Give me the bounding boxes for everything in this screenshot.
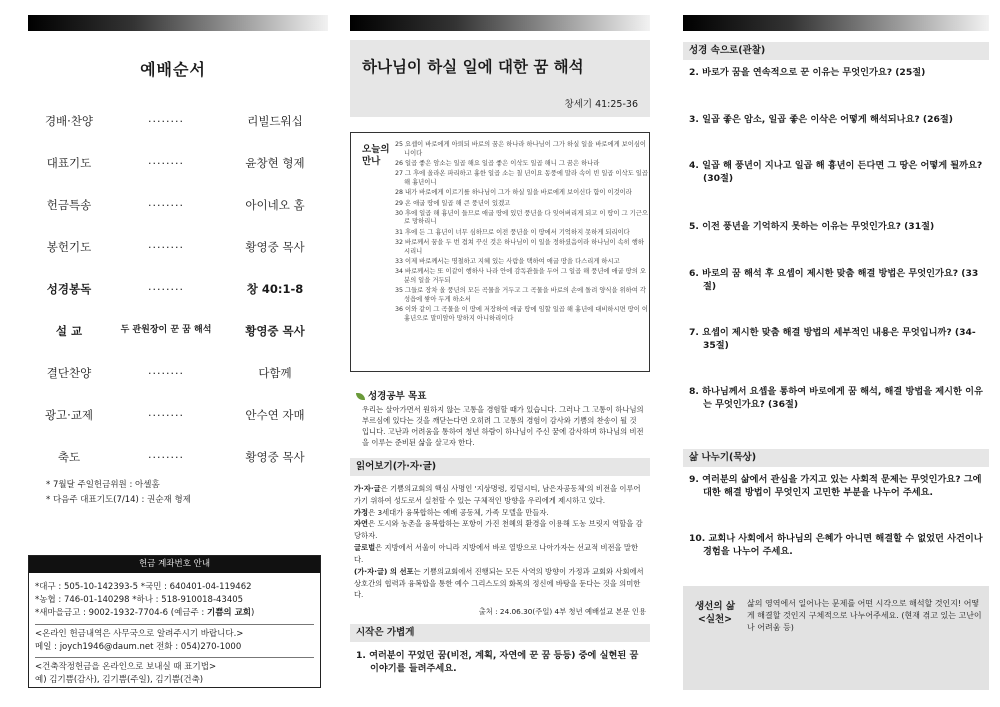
divider (35, 657, 314, 658)
header-gradient-bar (683, 15, 989, 31)
header-gradient-bar (28, 15, 328, 31)
reading-text: 은 지방에서 서울이 아니라 지방에서 바로 열방으로 나아가자는 선교적 비전을 말한다. (354, 543, 639, 564)
question-6: 6. 바로의 꿈 해석 후 요셉이 제시한 맞춤 해결 방법은 무엇인가요? (33절) (689, 268, 979, 293)
reading-term: 가·자·글 (354, 484, 381, 493)
worship-order-row (28, 352, 328, 394)
start-section-bar: 시작은 가볍게 (350, 624, 650, 642)
worship-order-row (28, 226, 328, 268)
order-person: 아이네오 홈 (245, 198, 305, 212)
building-offering-title: <건축작정헌금을 온라인으로 보내실 때 표기법> (35, 661, 217, 672)
start-question: 1. 여러분이 꾸었던 꿈(비전, 계획, 자연에 꾼 꿈 등등) 중에 실현된 꿈 이야기를 들려주세요. (356, 650, 639, 674)
scripture-verse: 33 이제 바로께서는 명철하고 지혜 있는 사람을 택하여 애굽 땅을 다스리게 하시고 (395, 258, 620, 265)
scripture-verse: 25 요셉이 바로에게 아뢰되 바로의 꿈은 하나라 하나님이 그가 하실 일을 바로에게 보이심이니이다 (395, 141, 647, 157)
scripture-verse: 36 이와 같이 그 곡물을 이 땅에 저장하여 애굽 땅에 임할 일곱 해 흉년에 대비하시면 땅이 이 흉년으로 말미암아 망하지 아니하리이다 (395, 306, 648, 322)
reading-text: 은 3세대가 융복합하는 예배 공동체, 가족 모델을 만들자. (368, 507, 549, 517)
bank-info-body (29, 573, 320, 687)
life-label-line-2: <실천> (697, 614, 733, 626)
life-practice-label (695, 600, 735, 627)
observe-section-bar: 성경 속으로(관찰) (683, 42, 989, 60)
reading-text: 은 도시와 농촌을 융복합하는 포항이 가진 천혜의 환경을 이용해 도농 브릿지 역할을 감당하자. (354, 519, 643, 541)
scripture-verses (395, 141, 649, 325)
scripture-box (350, 132, 650, 372)
sermon-title-box (350, 40, 650, 117)
question-10: 10. 교회나 사회에서 하나님의 은혜가 아니면 해결할 수 없었던 사건이나 경험을 나누어 주세요. (689, 533, 983, 558)
sermon-column (350, 0, 650, 707)
reading-text: 은 기쁨의교회의 핵심 사명인 '지상명령, 킹덤시티, 남은자공동체'의 비전을 이루어 가기 위하여 성도로서 실천할 수 있는 구체적인 방향을 우리에게 제시하고 있다. (354, 484, 641, 505)
order-person: 황영중 목사 (245, 450, 305, 464)
reading-term: 자연 (354, 519, 369, 529)
scripture-verse: 27 그 후에 올라온 파리하고 흉한 일곱 소는 칠 년이요 동풍에 말라 속이 빈 일곱 이삭도 일곱 해 흉년이니 (395, 170, 648, 186)
order-dots: ········ (148, 156, 184, 170)
worship-notes (46, 478, 191, 509)
reading-paragraph (354, 542, 646, 566)
order-item: 성경봉독 (46, 282, 92, 296)
question-4: 4. 일곱 해 풍년이 지나고 일곱 해 흉년이 든다면 그 땅은 어떻게 될까요? (30절) (689, 160, 983, 185)
question-9: 9. 여러분의 삶에서 관심을 가지고 있는 사회적 문제는 무엇인가요? 그에 대한 해결 방법이 무엇인지 고민한 부분을 나누어 주세요. (689, 474, 982, 499)
scripture-verse: 26 일곱 좋은 암소는 일곱 해요 일곱 좋은 이삭도 일곱 해니 그 꿈은 하나라 (395, 159, 600, 167)
order-person: 창 40:1-8 (246, 282, 304, 296)
building-offering-example: 예) 김기쁨(감사), 김기쁨(주일), 김기쁨(건축) (35, 675, 204, 686)
bank-line-1: *대구 : 505-10-142393-5 *국민 : 640401-04-119462 (35, 582, 252, 592)
reading-paragraph (354, 507, 646, 519)
bank-info-box (28, 555, 321, 688)
worship-order-list (28, 100, 328, 478)
reading-content (354, 483, 646, 618)
leaf-icon (356, 393, 365, 400)
question-8: 8. 하나님께서 요셉을 통하여 바로에게 꿈 해석, 해결 방법을 제시한 이유는 무엇인가요? (36절) (689, 386, 983, 411)
study-column (683, 0, 989, 707)
order-dots: ········ (148, 114, 184, 128)
worship-order-row (28, 184, 328, 226)
bank-info-header: 헌금 계좌번호 안내 (29, 556, 320, 573)
order-person: 리빌드워십 (247, 114, 303, 128)
bank-owner: 기쁨의 교회 (207, 608, 252, 619)
header-gradient-bar (350, 15, 650, 31)
worship-order-row (28, 436, 328, 478)
question-2: 2. 바로가 꿈을 연속적으로 꾼 이유는 무엇인가요? (25절) (689, 67, 926, 78)
worship-order-row (28, 100, 328, 142)
order-item: 결단찬양 (46, 366, 92, 380)
worship-order-row (28, 394, 328, 436)
order-item: 경배·찬양 (44, 114, 94, 128)
order-item: 봉헌기도 (46, 240, 92, 254)
study-goal-text: 우리는 살아가면서 원하지 않는 고통을 경험할 때가 있습니다. 그러나 그 고통이 하나님의 부르심에 있다는 것을 깨닫는다면 오히려 그 고통의 경험이 감사와 기쁨의 찬송이 될 것 입니다. 고난과 어려움을 통하여 청년 하람이 하나님이 주신 꿈에 감사하며 하나님의 비전을 이루는 준비된 삶을 살고자 한다. (362, 405, 644, 447)
study-goal-title: 성경공부 목표 (368, 391, 427, 402)
note-offering: * 7월달 주일헌금위원 : 아셀홈 (46, 480, 160, 490)
reading-term: 글로벌 (354, 543, 376, 553)
scripture-label: 오늘의 만나 (362, 144, 390, 168)
order-dots: ········ (148, 408, 184, 422)
order-dots: ········ (148, 240, 184, 254)
scripture-verse: 34 바로께서는 또 이같이 행하사 나라 안에 감독관들을 두어 그 일곱 해 풍년에 애굽 땅의 오분의 일을 거두되 (395, 268, 646, 284)
bank-line-3 (35, 607, 314, 620)
order-person: 안수연 자매 (245, 408, 305, 422)
question-5: 5. 이전 풍년을 기억하지 못하는 이유는 무엇인가요? (31절) (689, 221, 935, 232)
order-person: 다함께 (258, 366, 292, 380)
worship-order-row (28, 142, 328, 184)
reading-source: 출처 : 24.06.30(주일) 4부 청년 예배설교 본문 인용 (478, 607, 646, 617)
study-goal-heading (356, 388, 426, 402)
question-3: 3. 일곱 좋은 암소, 일곱 좋은 이삭은 어떻게 해석되나요? (26절) (689, 114, 953, 125)
order-person: 윤창현 형제 (245, 156, 305, 170)
reading-term: 가정 (354, 507, 369, 517)
order-item: 대표기도 (46, 156, 92, 170)
question-7: 7. 요셉이 제시한 맞춤 해결 방법의 세부적인 내용은 무엇입니까? (34-35절) (689, 327, 976, 352)
worship-order-row (28, 268, 328, 310)
order-item: 설 교 (55, 324, 83, 338)
reading-paragraph (354, 566, 646, 601)
order-person: 황영중 목사 (245, 324, 305, 338)
online-offering-contact: 메일 : joych1946@daum.net 전화 : 054)270-1000 (35, 641, 242, 652)
online-offering-title: <온라인 헌금내역은 사무국으로 알려주시기 바랍니다.> (35, 628, 244, 639)
reading-text: 는 기쁨의교회에서 진행되는 모든 사역의 방향이 가정과 교회와 사회에서 상호간의 협력과 융복합을 통한 예수 그리스도의 화목의 정신에 바탕을 둔다는 것을 의미한다. (354, 566, 644, 600)
reading-paragraph (354, 483, 646, 507)
order-item: 축도 (57, 450, 81, 464)
divider (35, 624, 314, 625)
sermon-reference: 창세기 41:25-36 (564, 99, 638, 110)
reading-section-bar: 읽어보기(가·자·글) (350, 458, 650, 476)
sermon-title: 하나님이 하실 일에 대한 꿈 해석 (362, 58, 584, 76)
order-person: 황영중 목사 (245, 240, 305, 254)
order-dots: ········ (148, 282, 184, 296)
bank-line-3-suffix: ) (251, 608, 255, 619)
order-dots: ········ (148, 198, 184, 212)
note-prayer: * 다음주 대표기도(7/14) : 권순재 형제 (46, 495, 191, 506)
worship-column (28, 0, 328, 707)
order-item: 헌금특송 (46, 198, 92, 212)
life-practice-box (683, 586, 989, 690)
sermon-title-short: 두 관원장이 꾼 꿈 해석 (120, 325, 212, 336)
life-label-line-1: 생선의 삶 (695, 601, 736, 612)
worship-order-row (28, 310, 328, 352)
order-dots: ········ (148, 450, 184, 464)
scripture-verse: 28 내가 바로에게 이르기를 하나님이 그가 하실 일을 바로에게 보이신다 함이 이것이라 (395, 189, 632, 197)
scripture-verse: 30 후에 일곱 해 흉년이 들므로 애굽 땅에 있던 풍년을 다 잊어버리게 되고 이 땅이 그 기근으로 망하리니 (395, 209, 648, 226)
order-dots: ········ (148, 366, 184, 380)
scripture-verse: 31 후에 든 그 흉년이 너무 심하므로 이전 풍년을 이 땅에서 기억하지 못하게 되리이다 (395, 228, 630, 236)
reading-paragraph (354, 518, 646, 542)
order-item: 광고·교제 (44, 408, 94, 422)
share-section-bar: 삶 나누기(묵상) (683, 449, 989, 467)
scripture-verse: 35 그들로 장차 올 풍년의 모든 곡물을 거두고 그 곡물을 바로의 손에 돌려 양식을 위하여 각 성읍에 쌓아 두게 하소서 (395, 287, 646, 303)
scripture-verse: 29 온 애굽 땅에 일곱 해 큰 풍년이 있겠고 (395, 199, 511, 207)
scripture-verse: 32 바로께서 꿈을 두 번 겹쳐 꾸신 것은 하나님이 이 일을 정하셨음이라 하나님이 속히 행하시리니 (395, 239, 644, 255)
bank-line-3-prefix: *새마을금고 : 9002-1932-7704-6 (예금주 : (35, 608, 207, 619)
bank-line-2: *농협 : 746-01-140298 *하나 : 518-910018-43405 (35, 595, 244, 606)
worship-order-title: 예배순서 (140, 60, 206, 79)
life-practice-text: 삶의 영역에서 일어나는 문제를 어떤 시각으로 해석할 것인지! 어떻게 해결할 것인지 구체적으로 나누어주세요. (현재 겪고 있는 고난이나 어려움 등) (747, 599, 982, 632)
reading-term: (가·자·글) 의 선포 (354, 566, 414, 576)
